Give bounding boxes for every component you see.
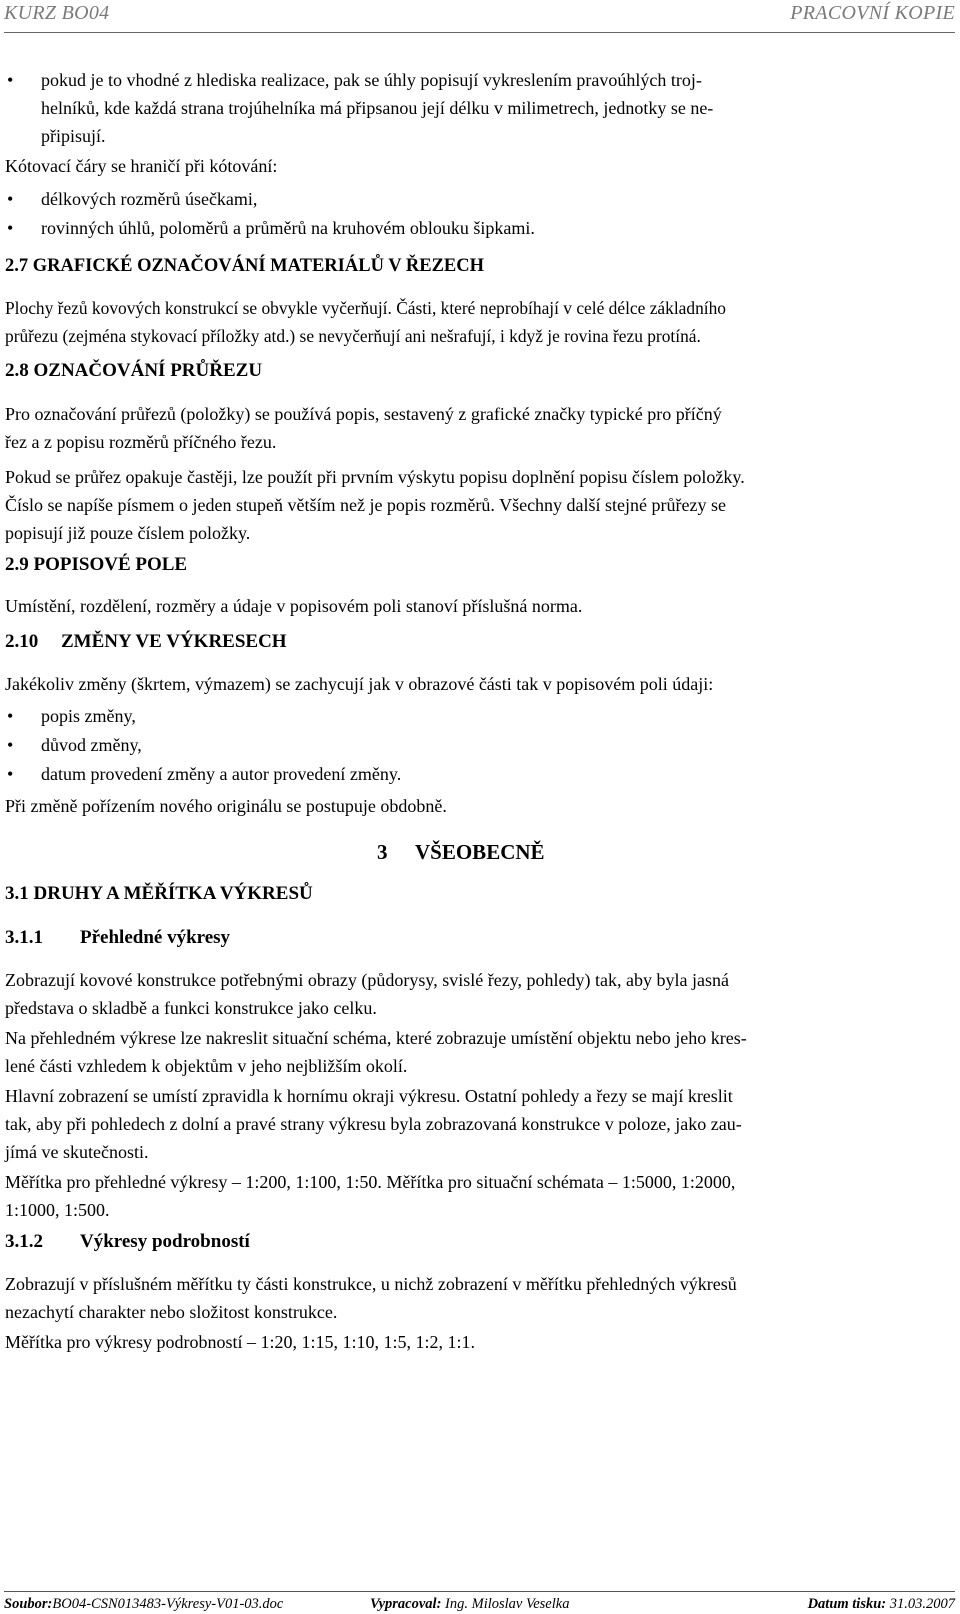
text-line: Na přehledném výkrese lze nakreslit situační schéma, které zobrazuje umístění objektu nebo jeho kres-: [5, 1028, 747, 1048]
list-item: • popis změny,: [5, 702, 949, 730]
text-line: řez a z popisu rozměrů příčného řezu.: [5, 432, 277, 452]
paragraph: Při změně pořízením nového originálu se postupuje obdobně.: [5, 796, 447, 816]
chapter-heading: 3 VŠEOBECNĚ: [377, 840, 545, 864]
text-line: • pokud je to vhodné z hlediska realizace, pak se úhly popisují vykreslením pravoúhlých troj-: [41, 70, 702, 90]
text-line: Zobrazují v příslušném měřítku ty části konstrukce, u nichž zobrazení v měřítku přehledných výkresů: [5, 1274, 737, 1294]
list-item: • datum provedení změny a autor provedení změny.: [5, 760, 949, 788]
text-line: lené části vzhledem k objektům v jeho nejbližším okolí.: [5, 1056, 408, 1076]
paragraph: [5, 400, 949, 456]
paragraph: [5, 1270, 949, 1326]
paragraph: Měřítka pro výkresy podrobností – 1:20, 1:15, 1:10, 1:5, 1:2, 1:1.: [5, 1332, 475, 1352]
text-line: 1:1000, 1:500.: [5, 1200, 110, 1220]
text-line: Pro označování průřezů (položky) se používá popis, sestavený z grafické značky typické pro příčný: [5, 404, 722, 424]
header-copy-label: PRACOVNÍ KOPIE: [790, 2, 955, 24]
paragraph: [5, 1168, 949, 1224]
text-line: Zobrazují kovové konstrukce potřebnými obrazy (půdorysy, svislé řezy, pohledy) tak, aby byla jasná: [5, 970, 729, 990]
paragraph: Kótovací čáry se hraničí při kótování:: [5, 156, 278, 176]
list-item: • délkových rozměrů úsečkami,: [5, 185, 949, 213]
paragraph: [5, 966, 949, 1022]
text-line: připisují.: [41, 126, 106, 146]
text-line: helníků, kde každá strana trojúhelníka má připsanou její délku v milimetrech, jednotky se ne-: [41, 98, 714, 118]
section-heading: 2.7 GRAFICKÉ OZNAČOVÁNÍ MATERIÁLŮ V ŘEZECH: [5, 256, 484, 276]
text-line: Hlavní zobrazení se umístí zpravidla k hornímu okraji výkresu. Ostatní pohledy a řezy se mají kreslit: [5, 1086, 733, 1106]
page-footer: [4, 1591, 955, 1612]
page-header: [4, 2, 955, 33]
section-heading: 2.10 ZMĚNY VE VÝKRESECH: [5, 631, 287, 652]
paragraph: [5, 1082, 949, 1166]
text-line: představa o skladbě a funkci konstrukce jako celku.: [5, 998, 377, 1018]
text-line: Číslo se napíše písmem o jeden stupeň větším než je popis rozměrů. Všechny další stejné průřezy se: [5, 495, 727, 515]
section-heading: 2.9 POPISOVÉ POLE: [5, 554, 188, 575]
footer-file: Soubor:BO04-CSN013483-Výkresy-V01-03.doc: [4, 1596, 284, 1612]
paragraph: Jakékoliv změny (škrtem, výmazem) se zachycují jak v obrazové části tak v popisovém poli údaji:: [5, 674, 714, 694]
paragraph: [5, 463, 949, 547]
text-line: popisují již pouze číslem položky.: [5, 523, 251, 543]
paragraph: Umístění, rozdělení, rozměry a údaje v popisovém poli stanoví příslušná norma.: [5, 596, 583, 616]
text-line: nezachytí charakter nebo složitost konstrukce.: [5, 1302, 338, 1322]
footer-print-date: Datum tisku: 31.03.2007: [807, 1596, 955, 1612]
list-item: • důvod změny,: [5, 731, 949, 759]
text-line: jímá ve skutečnosti.: [5, 1142, 149, 1162]
section-heading: 3.1 DRUHY A MĚŘÍTKA VÝKRESŮ: [5, 883, 313, 904]
list-item: [5, 66, 949, 150]
paragraph: [5, 294, 949, 350]
section-heading: 2.8 OZNAČOVÁNÍ PRŮŘEZU: [5, 360, 263, 381]
subsection-heading: 3.1.2 Výkresy podrobností: [5, 1231, 250, 1252]
text-line: tak, aby při pohledech z dolní a pravé strany výkresu byla zobrazovaná konstrukce v poloze, jako zau-: [5, 1114, 742, 1134]
list-item: • rovinných úhlů, poloměrů a průměrů na kruhovém oblouku šipkami.: [5, 214, 949, 242]
text-line: Plochy řezů kovových konstrukcí se obvykle vyčerňují. Části, které neprobíhají v celé délce základního: [5, 298, 727, 318]
paragraph: [5, 1024, 949, 1080]
subsection-heading: 3.1.1 Přehledné výkresy: [5, 927, 231, 948]
header-course: KURZ BO04: [4, 2, 110, 24]
text-line: Měřítka pro přehledné výkresy – 1:200, 1:100, 1:50. Měřítka pro situační schémata – 1:5000, 1:2000,: [5, 1172, 736, 1192]
text-line: Pokud se průřez opakuje častěji, lze použít při prvním výskytu popisu doplnění popisu číslem položky.: [5, 467, 745, 487]
footer-author: Vypracoval: Ing. Miloslav Veselka: [370, 1596, 570, 1612]
text-line: průřezu (zejména stykovací příložky atd.) se nevyčerňují ani nešrafují, i když je rovina řezu protíná.: [5, 326, 701, 346]
